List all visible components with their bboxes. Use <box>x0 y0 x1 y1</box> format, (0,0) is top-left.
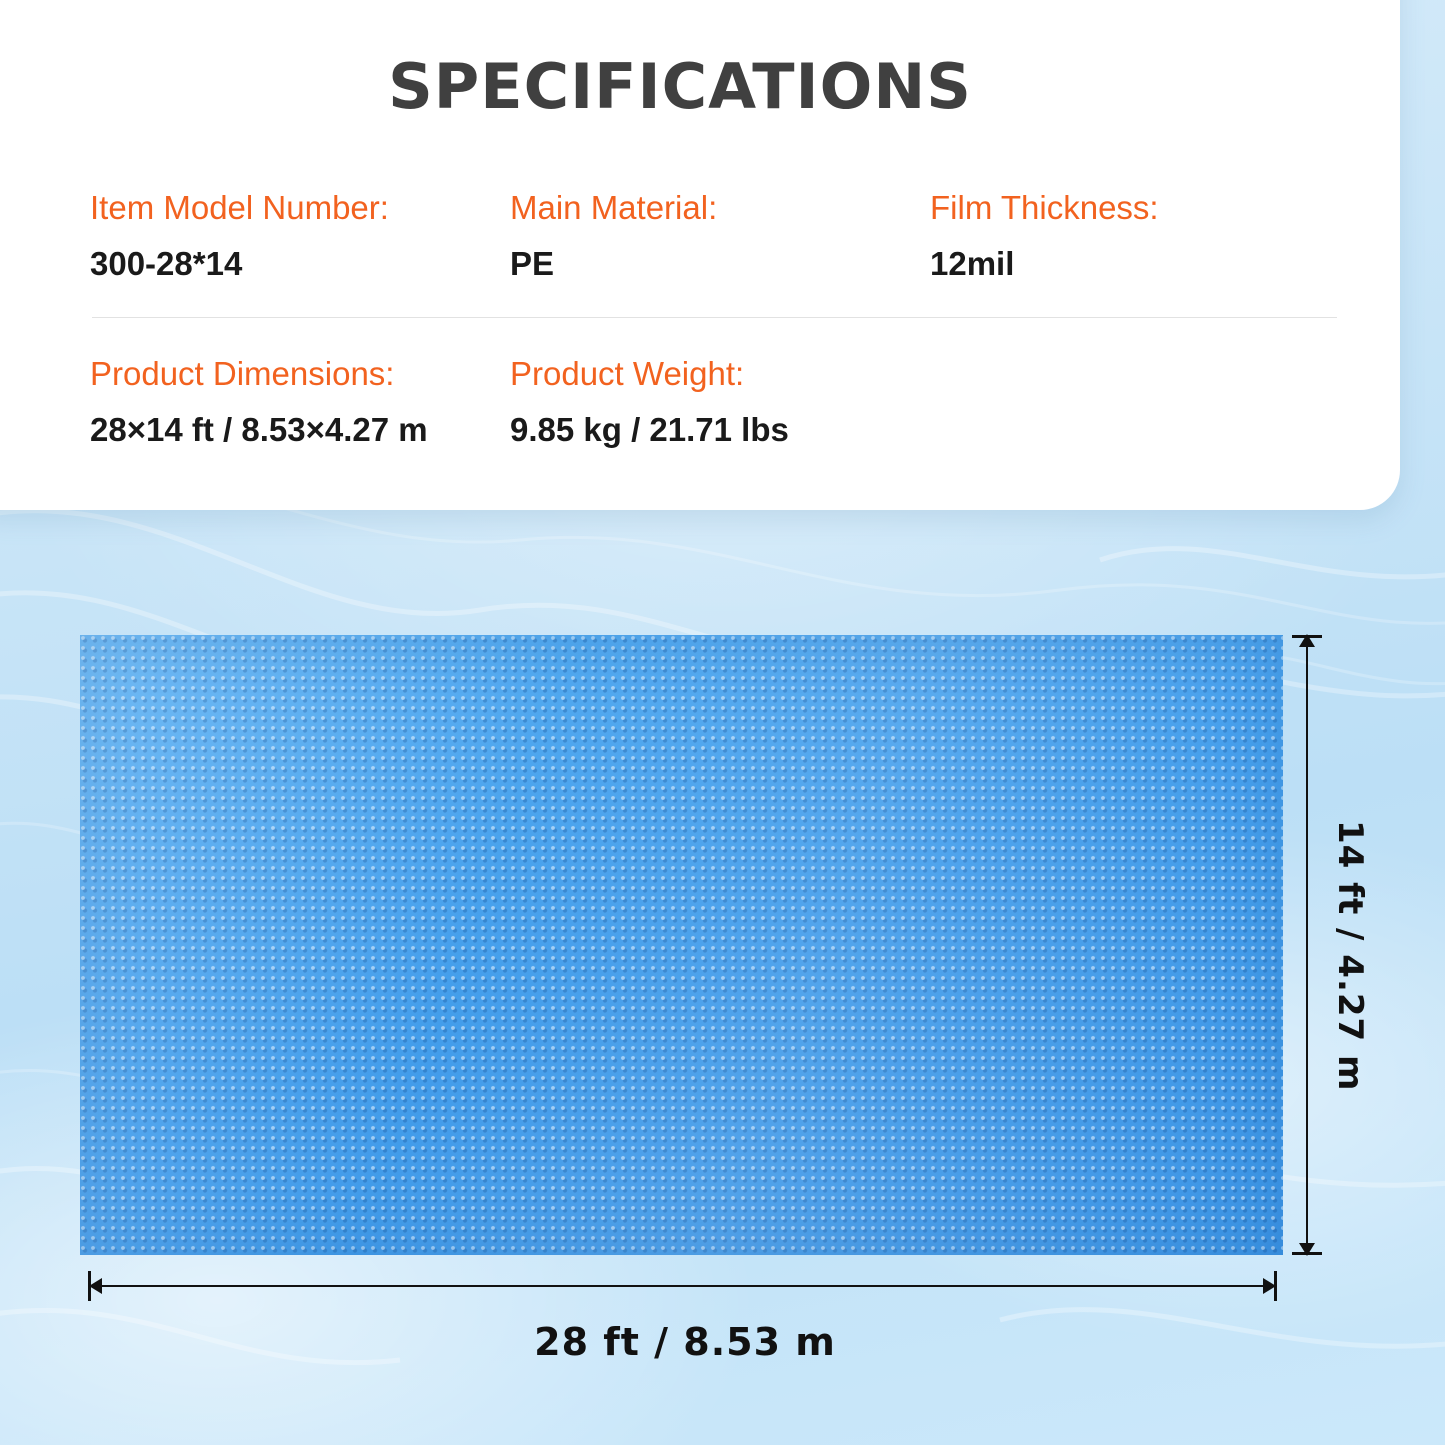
spec-row <box>90 188 1350 317</box>
spec-item-product-weight <box>510 354 930 449</box>
dimension-cap-bottom <box>1292 1252 1322 1255</box>
spec-label: Product Weight: <box>510 355 745 393</box>
spec-label: Item Model Number: <box>90 189 389 226</box>
product-image-pool-cover <box>80 635 1283 1255</box>
specifications-grid <box>90 188 1350 449</box>
spec-value: 28×14 ft / 8.53×4.27 m <box>90 410 428 448</box>
spec-value: PE <box>510 244 555 282</box>
spec-row <box>90 318 1350 449</box>
spec-value: 9.85 kg / 21.71 lbs <box>510 410 789 448</box>
spec-label: Product Dimensions: <box>90 355 395 393</box>
dimension-line-vertical <box>1306 635 1308 1255</box>
dimension-line-horizontal <box>90 1285 1275 1287</box>
spec-label: Main Material: <box>510 189 718 226</box>
spec-label: Film Thickness: <box>930 189 1159 226</box>
spec-item-main-material <box>510 188 930 283</box>
spec-item-model-number <box>90 188 510 283</box>
spec-value: 300-28*14 <box>90 244 243 282</box>
specifications-card <box>0 0 1400 510</box>
spec-value: 12mil <box>930 244 1015 282</box>
product-image-sheen <box>80 635 1283 1255</box>
spec-item-film-thickness <box>930 188 1350 283</box>
page-title: SPECIFICATIONS <box>388 50 972 123</box>
dimension-cap-top <box>1292 635 1322 638</box>
spec-item-product-dimensions <box>90 354 510 449</box>
dimension-label-width: 28 ft / 8.53 m <box>534 1320 836 1364</box>
dimension-cap-right <box>1274 1271 1277 1301</box>
dimension-cap-left <box>88 1271 91 1301</box>
dimension-label-height: 14 ft / 4.27 m <box>1330 820 1370 1092</box>
